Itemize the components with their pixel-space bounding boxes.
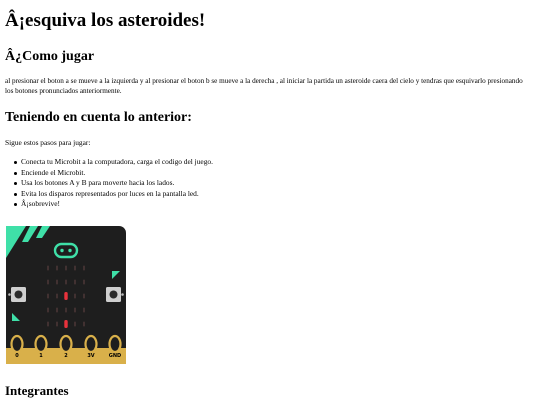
led-off (83, 322, 85, 327)
microbit-image (6, 226, 126, 364)
led-off (74, 294, 76, 299)
button-b[interactable] (106, 287, 121, 302)
list-item: Usa los botones A y B para moverte hacia los lados. (5, 178, 213, 189)
how-to-play-heading: Â¿Como jugar (5, 49, 95, 64)
logo-dot (60, 249, 63, 252)
side-hole-right (121, 293, 124, 296)
led-off (47, 294, 49, 299)
led-off (47, 266, 49, 271)
led-off (56, 266, 58, 271)
list-item: Conecta tu Microbit a la computadora, carga el codigo del juego. (5, 157, 213, 168)
led-off (74, 322, 76, 327)
led-off (56, 322, 58, 327)
instructions-intro: Sigue estos pasos para jugar: (5, 138, 91, 147)
how-to-play-text: al presionar el boton a se mueve a la izquierda y al presionar el boton b se mueve a la derecha , al iniciar la partida un asteroide caera del cielo y tendras que esquivarlo presionando los botones pronunciados anteriormente. (5, 77, 523, 95)
led-off (65, 280, 67, 285)
led-off (83, 308, 85, 313)
pin-label-1: 1 (39, 353, 43, 359)
led-off (74, 280, 76, 285)
led-off (56, 308, 58, 313)
pin-label-gnd: GND (108, 353, 122, 359)
led-off (83, 294, 85, 299)
instructions-heading: Teniendo en cuenta lo anterior: (5, 110, 192, 125)
led-off (74, 266, 76, 271)
pin-ring (12, 336, 23, 352)
pin-ring (36, 336, 47, 352)
page-title: Â¡esquiva los asteroides! (5, 10, 206, 31)
list-item: Â¡sobrevive! (5, 199, 213, 210)
led-off (83, 266, 85, 271)
list-item: Enciende el Microbit. (5, 168, 213, 179)
led-on (64, 320, 67, 328)
pin-label-3v: 3V (87, 353, 95, 359)
pin-label-0: 0 (15, 353, 19, 359)
led-off (47, 322, 49, 327)
pin-label-2: 2 (64, 353, 68, 359)
members-heading: Integrantes (5, 383, 69, 398)
button-a[interactable] (11, 287, 26, 302)
led-off (65, 266, 67, 271)
led-off (83, 280, 85, 285)
led-off (74, 308, 76, 313)
led-off (65, 308, 67, 313)
led-off (47, 308, 49, 313)
side-hole-left (8, 293, 11, 296)
steps-list (5, 157, 213, 210)
logo-dot (68, 249, 71, 252)
list-item: Evita los disparos representados por luces en la pantalla led. (5, 189, 213, 200)
led-off (56, 294, 58, 299)
led-off (47, 280, 49, 285)
led-off (56, 280, 58, 285)
pin-ring (61, 336, 72, 352)
pin-ring (110, 336, 121, 352)
led-on (64, 292, 67, 300)
pin-ring (86, 336, 97, 352)
